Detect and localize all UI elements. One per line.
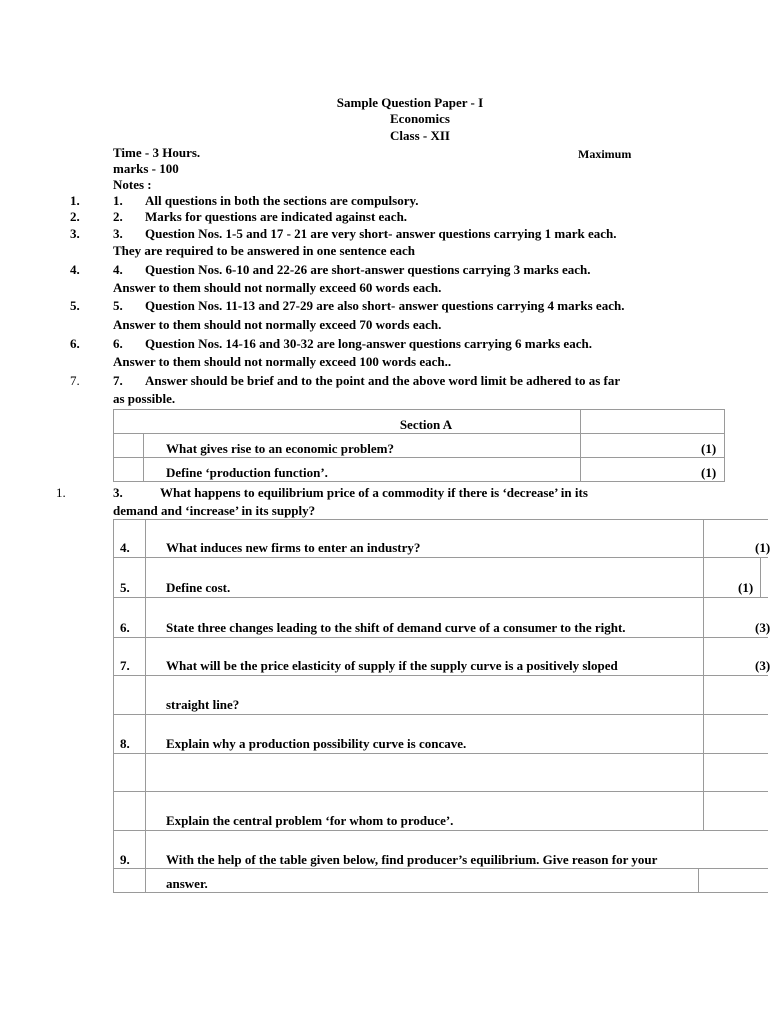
paper-class: Class - XII: [390, 128, 450, 143]
notes-label: Notes :: [113, 177, 152, 192]
note-inner-number: 1.: [113, 193, 123, 208]
question-text: Define ‘production function’.: [166, 465, 328, 480]
question-text-continued: answer.: [166, 876, 208, 891]
question-number: 3.: [113, 485, 123, 500]
note-text-continued: Answer to them should not normally exceed 100 words each..: [113, 354, 452, 369]
question-text: Define cost.: [166, 580, 231, 595]
question-number: 6.: [120, 620, 130, 635]
note-text-continued: Answer to them should not normally exceed 70 words each.: [113, 317, 442, 332]
question-text: What happens to equilibrium price of a commodity if there is ‘decrease’ in its: [160, 485, 588, 500]
question-text: What will be the price elasticity of supply if the supply curve is a positively sloped: [166, 658, 618, 673]
question-number: 5.: [120, 580, 130, 595]
note-outer-number: 7.: [70, 373, 80, 388]
question-marks: (1): [701, 465, 717, 480]
question-number: 9.: [120, 852, 130, 867]
question-text: What induces new firms to enter an industry?: [166, 540, 421, 555]
question-text-continued: straight line?: [166, 697, 240, 712]
question-outer-number: 1.: [56, 485, 66, 500]
question-marks: (1): [738, 580, 754, 595]
note-outer-number: 6.: [70, 336, 80, 351]
question-text: With the help of the table given below, find producer’s equilibrium. Give reason for your: [166, 852, 658, 867]
note-text: All questions in both the sections are compulsory.: [145, 193, 419, 208]
note-text-continued: Answer to them should not normally exceed 60 words each.: [113, 280, 442, 295]
note-outer-number: 5.: [70, 298, 80, 313]
note-text: Question Nos. 6-10 and 22-26 are short-answer questions carrying 3 marks each.: [145, 262, 591, 277]
section-a-heading: Section A: [399, 417, 453, 432]
note-text: Question Nos. 14-16 and 30-32 are long-answer questions carrying 6 marks each.: [145, 336, 592, 351]
note-text: Question Nos. 11-13 and 27-29 are also short- answer questions carrying 4 marks each.: [145, 298, 625, 313]
question-number: 7.: [120, 658, 130, 673]
question-marks: (1): [701, 441, 717, 456]
maximum-label: Maximum: [578, 147, 632, 161]
paper-subject: Economics: [390, 111, 450, 126]
note-inner-number: 5.: [113, 298, 123, 313]
question-text: Explain why a production possibility curve is concave.: [166, 736, 467, 751]
note-inner-number: 6.: [113, 336, 123, 351]
question-marks: (1): [755, 540, 770, 555]
note-text-continued: as possible.: [113, 391, 176, 406]
note-inner-number: 7.: [113, 373, 123, 388]
note-text: Marks for questions are indicated against each.: [145, 209, 408, 224]
marks-total: marks - 100: [113, 161, 179, 176]
question-text-continued: demand and ‘increase’ in its supply?: [113, 503, 316, 518]
question-number: 4.: [120, 540, 130, 555]
question-marks: (3): [755, 658, 770, 673]
note-outer-number: 1.: [70, 193, 80, 208]
note-inner-number: 3.: [113, 226, 123, 241]
paper-title: Sample Question Paper - I: [336, 95, 484, 110]
note-outer-number: 3.: [70, 226, 80, 241]
note-text-continued: They are required to be answered in one sentence each: [113, 243, 415, 258]
note-outer-number: 4.: [70, 262, 80, 277]
question-number: 8.: [120, 736, 130, 751]
note-inner-number: 4.: [113, 262, 123, 277]
question-text: State three changes leading to the shift of demand curve of a consumer to the right.: [166, 620, 626, 635]
note-outer-number: 2.: [70, 209, 80, 224]
question-text: What gives rise to an economic problem?: [166, 441, 394, 456]
note-text: Question Nos. 1-5 and 17 - 21 are very short- answer questions carrying 1 mark each.: [145, 226, 617, 241]
question-text: Explain the central problem ‘for whom to produce’.: [166, 813, 454, 828]
time-allowed: Time - 3 Hours.: [113, 145, 201, 160]
note-inner-number: 2.: [113, 209, 123, 224]
note-text: Answer should be brief and to the point and the above word limit be adhered to as far: [145, 373, 621, 388]
question-marks: (3): [755, 620, 770, 635]
